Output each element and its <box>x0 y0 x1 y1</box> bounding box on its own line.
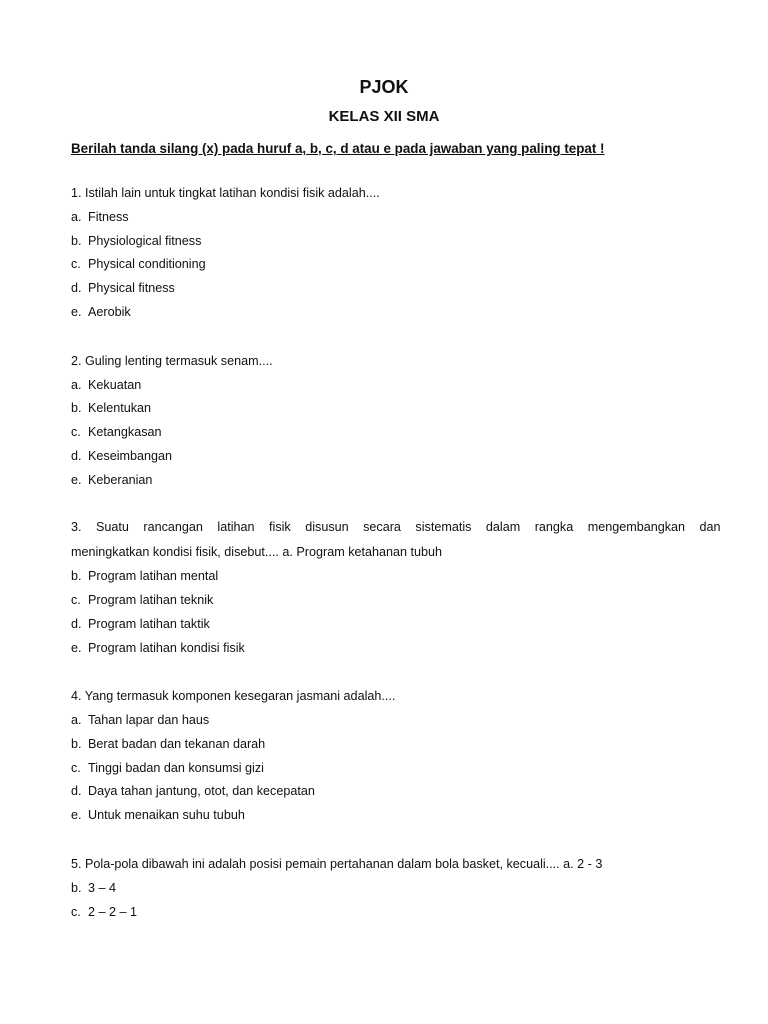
option-text: Ketangkasan <box>88 425 162 439</box>
option-letter: c. <box>71 425 81 439</box>
question-3-text-line-1: 3. Suatu rancangan latihan fisik disusun secara sistematis dalam rangka mengembangkan dan <box>71 520 721 534</box>
question-2-option-b <box>71 400 151 416</box>
question-2-text: 2. Guling lenting termasuk senam.... <box>71 354 273 368</box>
option-text: Kelentukan <box>88 401 152 415</box>
option-letter: d. <box>71 617 82 631</box>
question-1-option-b <box>71 233 201 249</box>
option-letter: c. <box>71 905 81 919</box>
option-letter: a. <box>71 378 82 392</box>
option-text: Program latihan taktik <box>88 617 210 631</box>
question-5-text: 5. Pola-pola dibawah ini adalah posisi pemain pertahanan dalam bola basket, kecuali.... a. 2 - 3 <box>71 857 603 871</box>
question-5-option-b <box>71 880 116 896</box>
option-text: Aerobik <box>88 305 131 319</box>
question-2-option-d <box>71 448 172 464</box>
question-4-option-b <box>71 736 265 752</box>
option-letter: b. <box>71 881 82 895</box>
option-text: Physical conditioning <box>88 257 206 271</box>
option-letter: d. <box>71 281 82 295</box>
option-letter: e. <box>71 305 82 319</box>
option-text: Program latihan kondisi fisik <box>88 641 245 655</box>
option-text: Program latihan mental <box>88 569 219 583</box>
option-text: Untuk menaikan suhu tubuh <box>88 808 245 822</box>
question-3-option-b <box>71 568 218 584</box>
page-subtitle: KELAS XII SMA <box>328 108 440 125</box>
option-letter: c. <box>71 761 81 775</box>
question-4-option-d <box>71 783 315 799</box>
question-1-text: 1. Istilah lain untuk tingkat latihan kondisi fisik adalah.... <box>71 186 380 200</box>
option-letter: b. <box>71 569 82 583</box>
question-1-option-d <box>71 280 175 296</box>
option-letter: e. <box>71 473 82 487</box>
question-4-option-a <box>71 712 209 728</box>
page-title: PJOK <box>359 77 409 97</box>
option-letter: c. <box>71 257 81 271</box>
instruction-text: Berilah tanda silang (x) pada huruf a, b, c, d atau e pada jawaban yang paling tepat ! <box>71 141 605 156</box>
option-letter: e. <box>71 641 82 655</box>
option-text: 2 – 2 – 1 <box>88 905 138 919</box>
option-letter: a. <box>71 713 82 727</box>
question-5-option-c <box>71 904 137 920</box>
option-text: Berat badan dan tekanan darah <box>88 737 266 751</box>
question-3-text-line-2: meningkatkan kondisi fisik, disebut.... a. Program ketahanan tubuh <box>71 545 443 559</box>
option-text: Keberanian <box>88 473 153 487</box>
option-letter: d. <box>71 784 82 798</box>
question-3-option-c <box>71 592 213 608</box>
question-4-text: 4. Yang termasuk komponen kesegaran jasmani adalah.... <box>71 689 396 703</box>
option-text: Daya tahan jantung, otot, dan kecepatan <box>88 784 315 798</box>
question-2-option-e <box>71 472 152 488</box>
option-text: Fitness <box>88 210 129 224</box>
option-text: 3 – 4 <box>88 881 117 895</box>
option-letter: b. <box>71 234 82 248</box>
option-letter: a. <box>71 210 82 224</box>
option-letter: b. <box>71 737 82 751</box>
question-4-option-c <box>71 760 264 776</box>
option-letter: c. <box>71 593 81 607</box>
question-3-option-e <box>71 640 245 656</box>
question-1-option-a <box>71 209 129 225</box>
option-text: Tahan lapar dan haus <box>88 713 210 727</box>
question-1-option-c <box>71 256 206 272</box>
question-1-option-e <box>71 304 131 320</box>
question-4-option-e <box>71 807 245 823</box>
option-text: Program latihan teknik <box>88 593 214 607</box>
question-2-option-a <box>71 377 141 393</box>
option-letter: b. <box>71 401 82 415</box>
option-text: Kekuatan <box>88 378 142 392</box>
question-2-option-c <box>71 424 162 440</box>
option-letter: d. <box>71 449 82 463</box>
question-3-option-d <box>71 616 210 632</box>
option-text: Physiological fitness <box>88 234 202 248</box>
option-text: Keseimbangan <box>88 449 173 463</box>
option-letter: e. <box>71 808 82 822</box>
option-text: Tinggi badan dan konsumsi gizi <box>88 761 264 775</box>
option-text: Physical fitness <box>88 281 175 295</box>
